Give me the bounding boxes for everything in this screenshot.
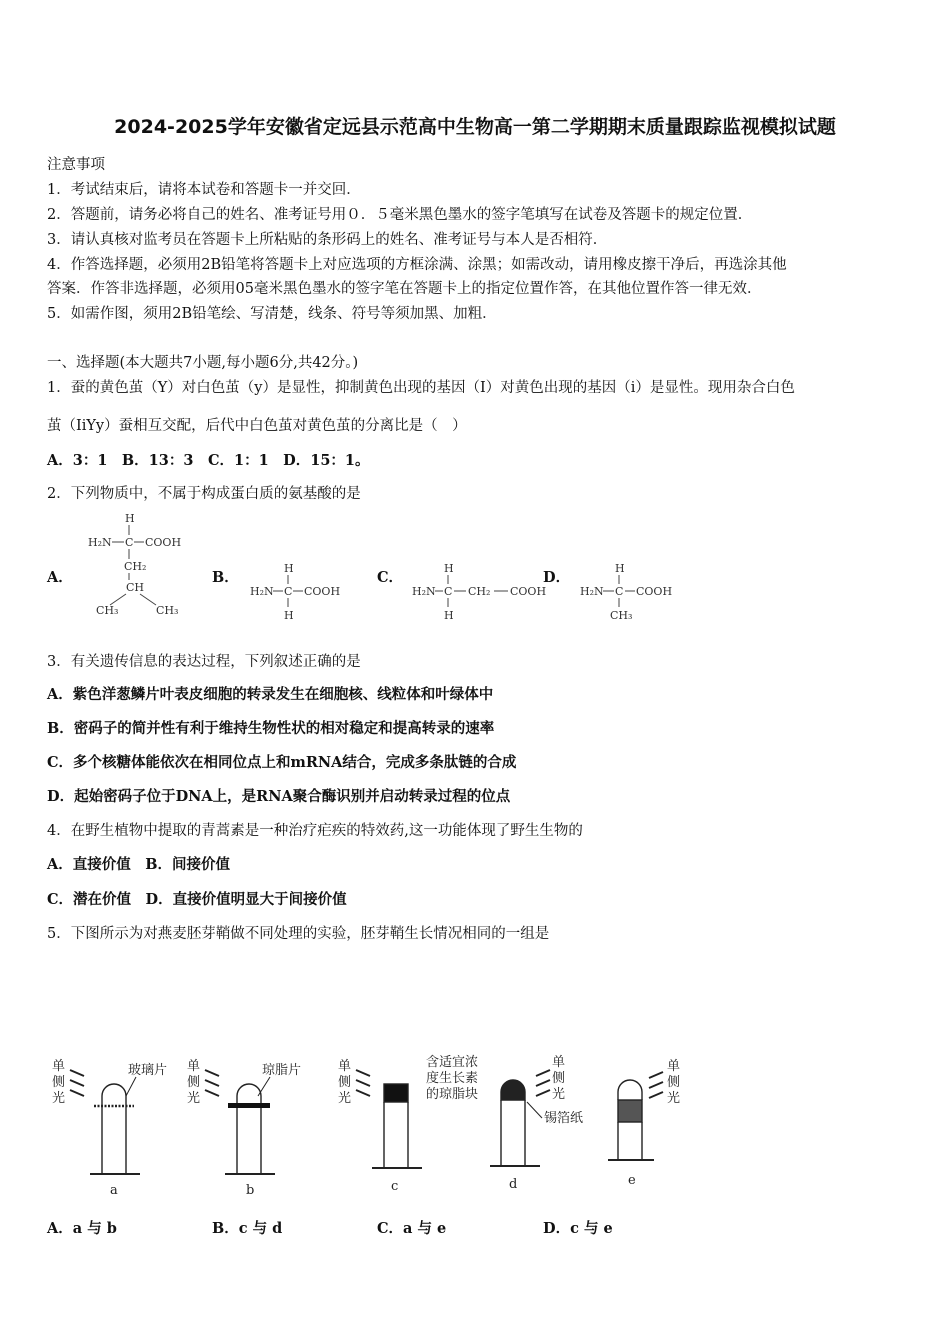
question-1-options: A．3：1 B．13：3 C．1：1 D．15：1。 (47, 452, 370, 469)
svg-text:侧: 侧 (667, 1075, 681, 1090)
formula-text: CH₃ (96, 604, 119, 617)
question-5-stem: 5．下图所示为对燕麦胚芽鞘做不同处理的实验，胚芽鞘生长情况相同的一组是 (47, 926, 550, 942)
question-4-options-cd: C．潜在价值 D．直接价值明显大于间接价值 (47, 891, 347, 908)
question-3-option-b: B．密码子的简并性有利于维持生物性状的相对稳定和提高转录的速率 (47, 720, 495, 737)
question-3-stem: 3．有关遗传信息的表达过程，下列叙述正确的是 (47, 654, 361, 670)
question-3-option-d: D．起始密码子位于DNA上，是RNA聚合酶识别并启动转录过程的位点 (47, 788, 511, 805)
question-3-option-c: C．多个核糖体能依次在相同位点上和mRNA结合，完成多条肽链的合成 (47, 754, 517, 771)
panel-label: d (509, 1177, 518, 1192)
panel-a (52, 1059, 167, 1198)
formula-text: CH₂ (468, 585, 491, 598)
auxin-agar-label: 度生长素 (426, 1071, 479, 1086)
svg-text:光: 光 (52, 1091, 66, 1106)
formula-text: H (284, 609, 294, 622)
formula-text: COOH (510, 585, 547, 598)
svg-text:光: 光 (338, 1091, 352, 1106)
formula-text: COOH (304, 585, 341, 598)
notice-item: 答案．作答非选择题，必须用05毫米黑色墨水的签字笔在答题卡上的指定位置作答，在其他位置作答一律无效． (47, 281, 762, 297)
panel-label: a (110, 1183, 118, 1198)
panel-d (490, 1055, 583, 1192)
svg-text:侧: 侧 (338, 1075, 352, 1090)
panel-label: b (246, 1183, 255, 1198)
svg-text:单: 单 (338, 1059, 352, 1074)
foil-label: 锡箔纸 (544, 1111, 584, 1126)
formula-text: H (615, 562, 625, 575)
formula-text: H₂N (88, 536, 112, 549)
question-4-stem: 4．在野生植物中提取的青蒿素是一种治疗疟疾的特效药,这一功能体现了野生生物的 (47, 823, 583, 839)
formula-text: H (444, 609, 454, 622)
question-1-stem-cont: 茧（IiYy）蚕相互交配，后代中白色茧对黄色茧的分离比是（ ） (47, 418, 467, 434)
amino-acid-formulas (80, 508, 700, 623)
notice-heading: 注意事项 (47, 157, 105, 173)
option-label-d: D． (543, 569, 571, 586)
question-5-option-d: D．c 与 e (543, 1220, 613, 1237)
agar-label: 琼脂片 (262, 1063, 302, 1078)
formula-text: H (284, 562, 294, 575)
panel-b (187, 1059, 301, 1198)
notice-item: 1．考试结束后，请将本试卷和答题卡一并交回． (47, 182, 361, 198)
notice-item: 3．请认真核对监考员在答题卡上所粘贴的条形码上的姓名、准考证号与本人是否相符． (47, 232, 608, 248)
notice-item: 4．作答选择题，必须用2B铅笔将答题卡上对应选项的方框涂满、涂黑；如需改动，请用橡皮擦干净后，再选涂其他 (47, 257, 787, 273)
svg-text:C: C (125, 536, 134, 549)
formula-d (580, 562, 672, 622)
formula-b (250, 562, 340, 622)
svg-text:单: 单 (552, 1055, 566, 1070)
option-label-c: C． (377, 569, 404, 586)
page-title: 2024-2025学年安徽省定远县示范高中生物高一第二学期期末质量跟踪监视模拟试题 (114, 116, 836, 138)
option-label-b: B． (212, 569, 239, 586)
svg-text:C: C (615, 585, 624, 598)
svg-text:光: 光 (552, 1087, 566, 1102)
notice-item: 2．答题前，请务必将自己的姓名、准考证号用０．５毫米黑色墨水的签字笔填写在试卷及答题卡的规定位置． (47, 207, 753, 223)
svg-text:光: 光 (667, 1091, 681, 1106)
question-4-options-ab: A．直接价值 B．间接价值 (47, 856, 231, 873)
svg-text:侧: 侧 (552, 1071, 566, 1086)
formula-text: H₂N (250, 585, 274, 598)
option-label-a: A． (47, 569, 73, 586)
coleoptile-figure (40, 1052, 700, 1204)
panel-e (608, 1059, 680, 1188)
panel-label: c (391, 1179, 399, 1194)
formula-text: CH₃ (610, 609, 633, 622)
question-5-option-c: C．a 与 e (377, 1220, 447, 1237)
formula-text: CH₂ (124, 560, 147, 573)
question-5-option-b: B．c 与 d (212, 1220, 283, 1237)
formula-text: COOH (145, 536, 182, 549)
svg-text:光: 光 (187, 1091, 201, 1106)
section-heading: 一、选择题(本大题共7小题,每小题6分,共42分。) (47, 355, 359, 371)
formula-text: H₂N (580, 585, 604, 598)
svg-text:单: 单 (667, 1059, 681, 1074)
svg-text:侧: 侧 (52, 1075, 66, 1090)
svg-text:单: 单 (187, 1059, 201, 1074)
panel-c (338, 1055, 478, 1194)
svg-text:C: C (444, 585, 453, 598)
formula-c (412, 562, 546, 622)
formula-text: COOH (636, 585, 673, 598)
notice-item: 5．如需作图，须用2B铅笔绘、写清楚，线条、符号等须加黑、加粗． (47, 306, 497, 322)
question-5-option-a: A．a 与 b (47, 1220, 117, 1237)
auxin-agar-label: 含适宜浓 (426, 1055, 479, 1070)
svg-text:C: C (284, 585, 293, 598)
auxin-agar-label: 的琼脂块 (426, 1087, 479, 1102)
svg-text:单: 单 (52, 1059, 66, 1074)
question-3-option-a: A．紫色洋葱鳞片叶表皮细胞的转录发生在细胞核、线粒体和叶绿体中 (47, 686, 494, 703)
formula-text: H (444, 562, 454, 575)
formula-a (88, 512, 181, 617)
formula-text: CH (126, 581, 145, 594)
glass-label: 玻璃片 (128, 1063, 168, 1078)
panel-label: e (628, 1173, 636, 1188)
formula-text: H₂N (412, 585, 436, 598)
formula-text: H (125, 512, 135, 525)
formula-text: CH₃ (156, 604, 179, 617)
question-2-stem: 2．下列物质中，不属于构成蛋白质的氨基酸的是 (47, 486, 361, 502)
question-1-stem: 1．蚕的黄色茧（Y）对白色茧（y）是显性，抑制黄色出现的基因（I）对黄色出现的基因（i）是显性。现用杂合白色 (47, 380, 795, 396)
svg-text:侧: 侧 (187, 1075, 201, 1090)
